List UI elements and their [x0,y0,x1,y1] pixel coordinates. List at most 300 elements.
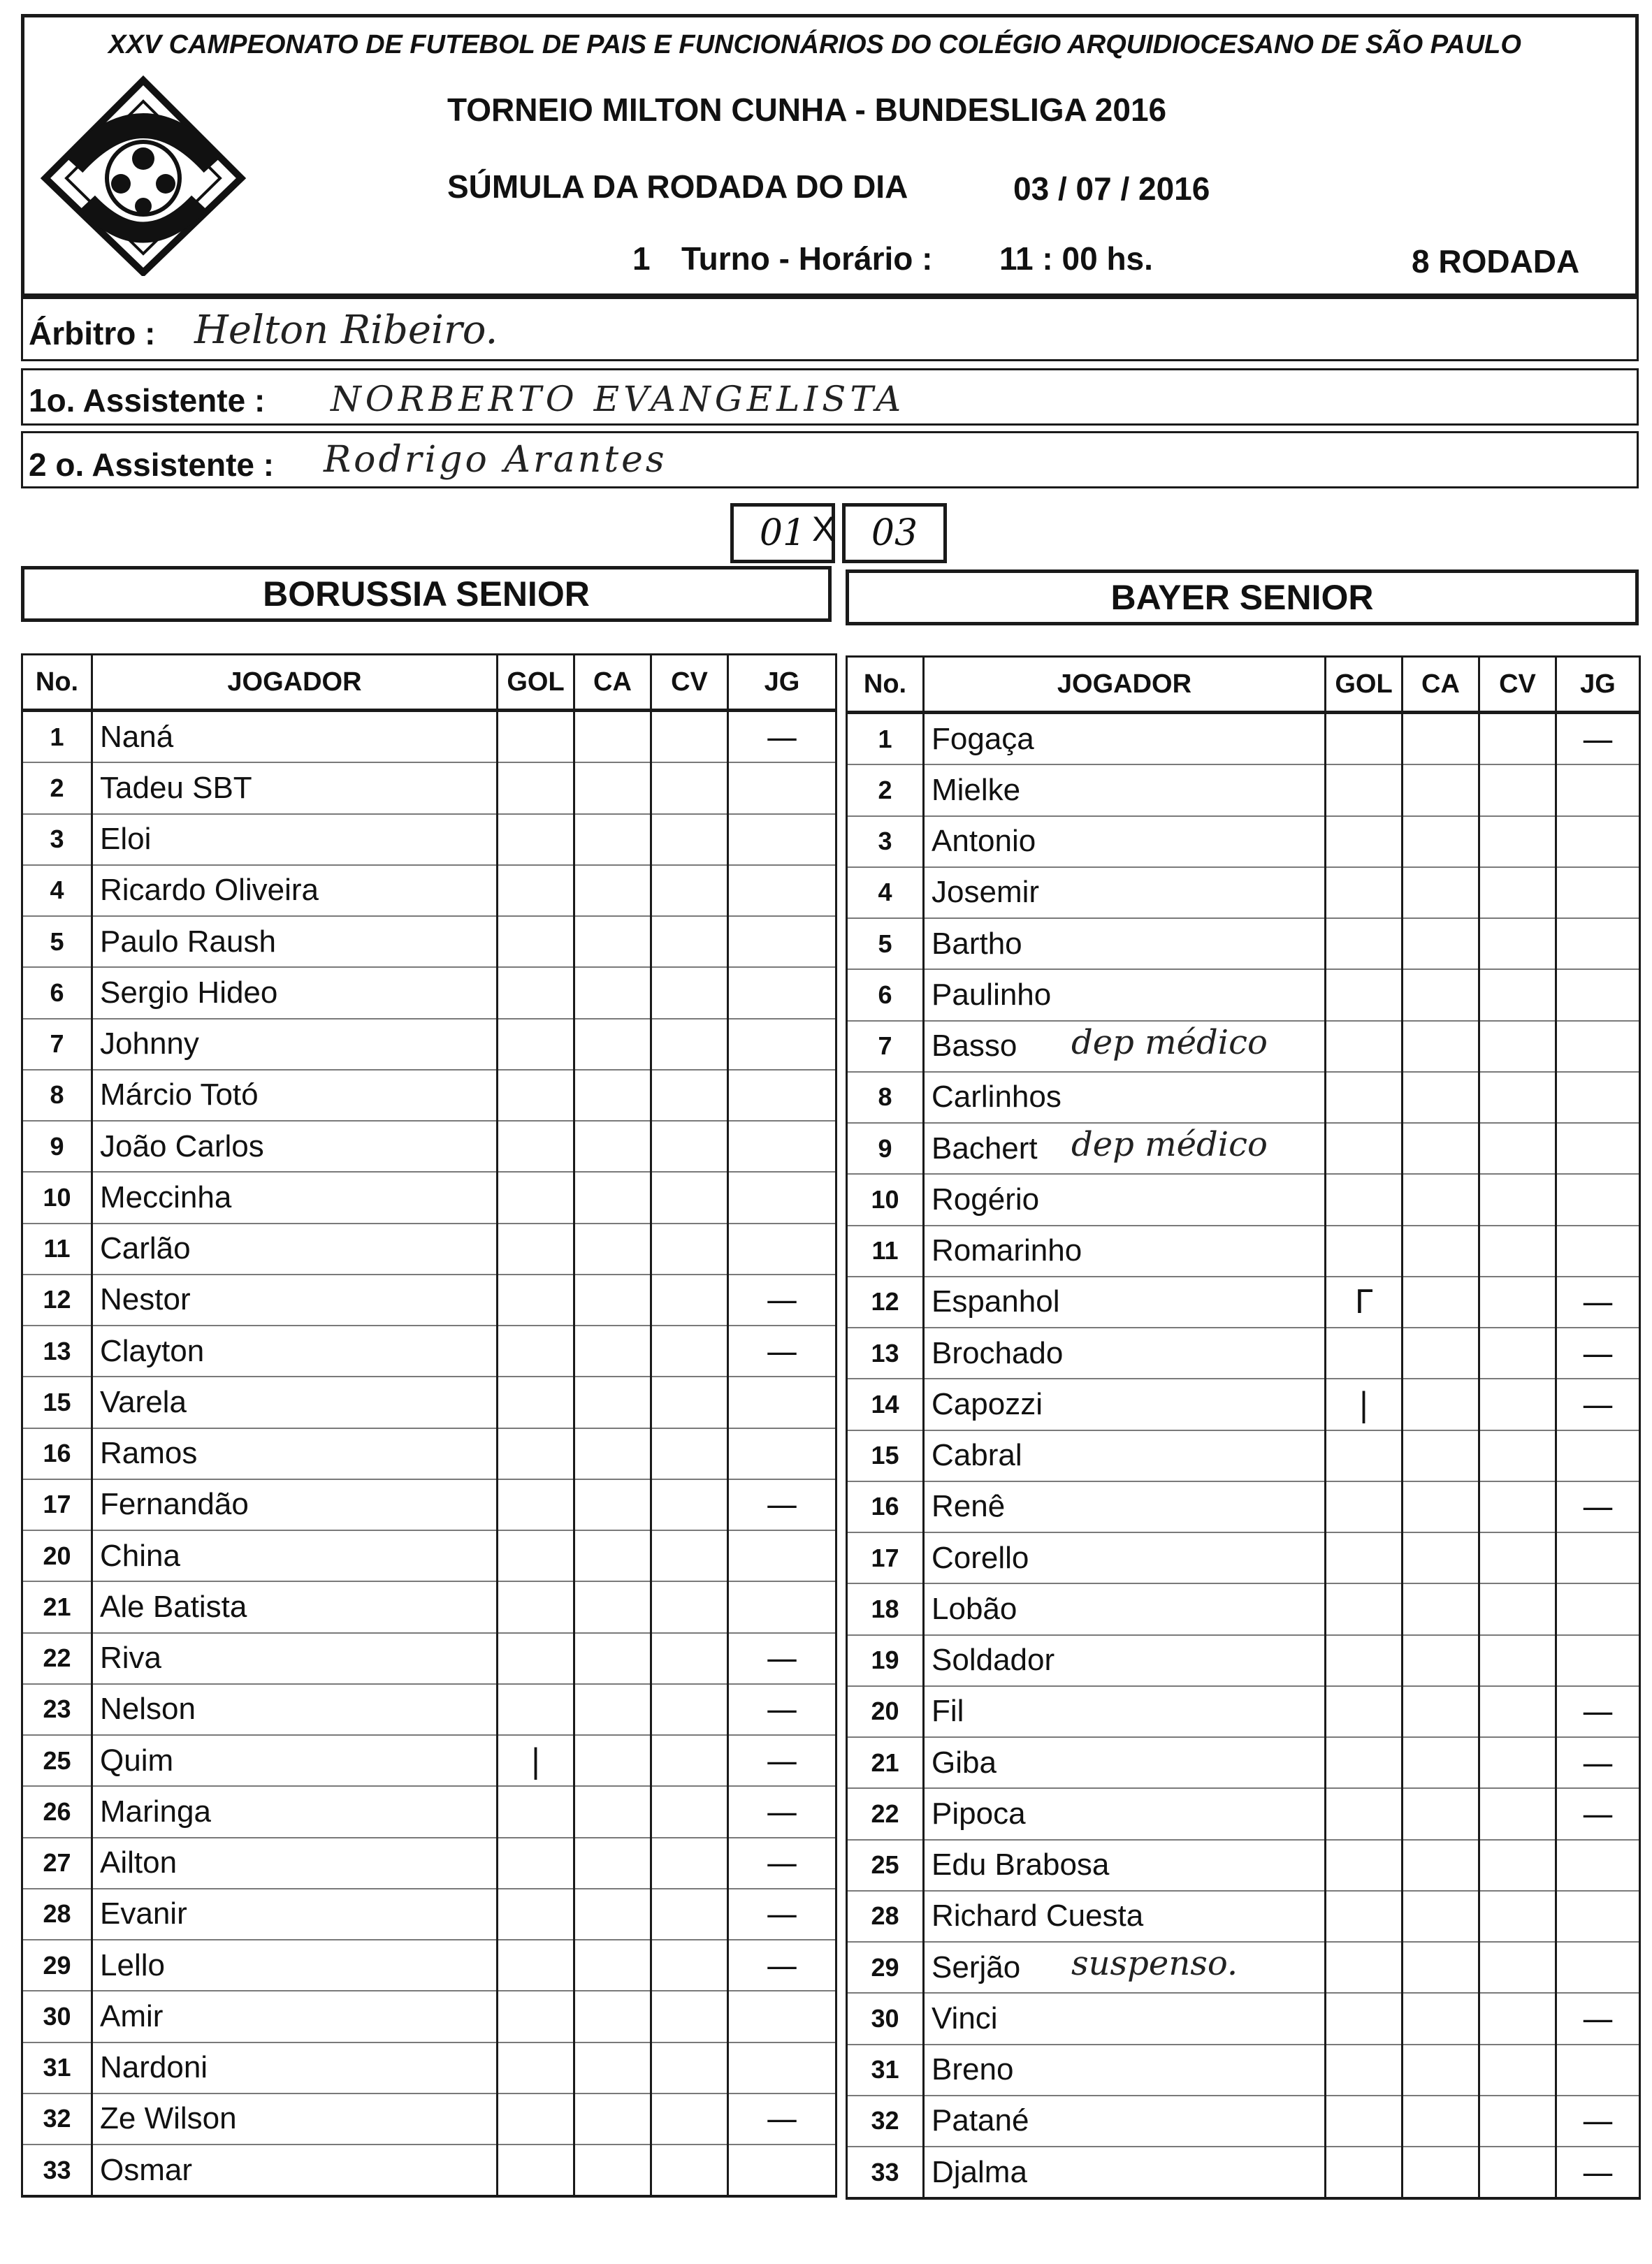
table-row [847,1583,1640,1634]
player-number: 2 [847,764,924,815]
player-number: 30 [847,1993,924,2044]
jg-cell [1556,969,1640,1020]
player-number: 27 [22,1838,92,1889]
player-name [924,867,1326,918]
col-ca: CA [574,655,651,711]
cv-cell [651,762,728,813]
cv-cell [651,1838,728,1889]
table-row [22,1172,836,1223]
cv-cell [1479,1226,1556,1277]
player-name-text: Carlão [100,1231,191,1266]
ca-cell [574,1479,651,1530]
player-name [924,1174,1326,1225]
player-name [92,916,498,967]
ca-cell [574,1019,651,1070]
cv-cell [1479,2147,1556,2198]
player-number: 28 [847,1891,924,1942]
jg-cell: — [728,1735,836,1786]
gol-cell [498,1070,574,1121]
player-name-text: Tadeu SBT [100,770,252,805]
player-number: 1 [847,713,924,765]
col-cv: CV [1479,657,1556,713]
player-name [92,1275,498,1326]
player-number: 26 [22,1786,92,1837]
player-number: 22 [847,1788,924,1839]
ca-cell [1403,918,1479,969]
gol-cell [1326,1891,1403,1942]
player-number: 21 [847,1737,924,1788]
gol-cell [1326,1481,1403,1532]
jg-cell [1556,1942,1640,1993]
player-name [92,1633,498,1684]
home-roster-table [21,653,837,2198]
player-name [92,1991,498,2042]
table-row [847,713,1640,765]
player-name [924,969,1326,1020]
player-name [924,2147,1326,2198]
player-number: 22 [22,1633,92,1684]
player-name-text: Nelson [100,1692,196,1727]
ca-cell [574,1940,651,1991]
table-row [847,1277,1640,1328]
player-name-text: Ze Wilson [100,2101,237,2136]
cv-cell [651,711,728,763]
player-name [92,1326,498,1377]
table-row [22,711,836,763]
cv-cell [1479,1737,1556,1788]
cv-cell [1479,1379,1556,1430]
jg-cell: — [1556,2147,1640,2198]
ca-cell [574,2145,651,2196]
player-name [924,1993,1326,2044]
cv-cell [651,1581,728,1632]
table-row [22,1633,836,1684]
jg-cell: — [1556,1686,1640,1737]
cv-cell [1479,1481,1556,1532]
player-name [92,1377,498,1428]
cv-cell [651,1889,728,1940]
jg-cell [728,2042,836,2094]
home-table-header [22,655,836,711]
player-number: 20 [22,1530,92,1581]
championship-title: XXV CAMPEONATO DE FUTEBOL DE PAIS E FUNCIONÁRIOS DO COLÉGIO ARQUIDIOCESANO DE SÃO PAULO [108,30,1521,59]
player-number: 33 [847,2147,924,2198]
table-row [847,1840,1640,1891]
cv-cell [651,1633,728,1684]
ca-cell [574,1786,651,1837]
col-jg: JG [1556,657,1640,713]
player-number: 2 [22,762,92,813]
player-name [92,1940,498,1991]
cv-cell [651,1275,728,1326]
player-number: 10 [22,1172,92,1223]
jg-cell [1556,1174,1640,1225]
gol-cell [498,1019,574,1070]
cv-cell [651,1479,728,1530]
table-row [847,1481,1640,1532]
player-number: 5 [847,918,924,969]
gol-cell [498,711,574,763]
player-name [924,764,1326,815]
ca-cell [1403,1430,1479,1481]
player-name-text: Clayton [100,1333,205,1368]
gol-cell [498,762,574,813]
sumula-label: SÚMULA DA RODADA DO DIA [447,168,908,205]
ca-cell [574,814,651,865]
player-name [924,1891,1326,1942]
player-name-text: Fil [932,1694,964,1729]
gol-cell [498,1377,574,1428]
player-name-text: Ale Batista [100,1589,247,1624]
home-team-name: BORUSSIA SENIOR [21,566,832,622]
player-name [92,1121,498,1172]
rodada-label: 8 RODADA [1412,243,1580,280]
cv-cell [1479,1686,1556,1737]
player-name-text: Richard Cuesta [932,1899,1144,1933]
ca-cell [1403,1635,1479,1686]
ca-cell [574,2042,651,2094]
player-name [924,2045,1326,2096]
player-name [924,1021,1326,1072]
gol-cell [1326,1174,1403,1225]
ca-cell [574,1581,651,1632]
player-name [92,865,498,916]
gol-cell [1326,1123,1403,1174]
handwritten-note: dep médico [1071,1125,1268,1164]
gol-cell [498,1889,574,1940]
jg-cell: — [728,1889,836,1940]
player-number: 33 [22,2145,92,2196]
ca-cell [1403,1583,1479,1634]
cv-cell [651,1735,728,1786]
jg-cell: — [728,1633,836,1684]
table-row [847,1686,1640,1737]
jg-cell [1556,1532,1640,1583]
player-name [92,814,498,865]
ca-cell [574,916,651,967]
player-number: 25 [22,1735,92,1786]
jg-cell [728,1581,836,1632]
gol-cell [498,967,574,1018]
gol-cell [498,1786,574,1837]
player-name-text: Ricardo Oliveira [100,873,319,908]
jg-cell: — [728,711,836,763]
cv-cell [1479,713,1556,765]
ca-cell [574,1224,651,1275]
player-name [924,713,1326,765]
gol-cell [498,1275,574,1326]
player-name [92,1735,498,1786]
cv-cell [1479,1021,1556,1072]
cv-cell [651,1224,728,1275]
ca-cell [574,1121,651,1172]
player-name [924,1277,1326,1328]
cv-cell [651,916,728,967]
gol-cell [498,2042,574,2094]
player-name-text: Basso [932,1029,1017,1064]
player-name [92,967,498,1018]
jg-cell: — [728,1684,836,1735]
cv-cell [1479,2096,1556,2147]
player-number: 32 [22,2094,92,2145]
player-number: 29 [22,1940,92,1991]
ca-cell [1403,1840,1479,1891]
player-name [924,1737,1326,1788]
jg-cell [1556,918,1640,969]
assistant1-row [21,368,1639,426]
gol-cell [1326,1737,1403,1788]
player-name-text: Ramos [100,1436,198,1471]
col-no: No. [847,657,924,713]
table-row [847,1635,1640,1686]
jg-cell [728,2145,836,2196]
cv-cell [1479,1072,1556,1123]
ca-cell [574,967,651,1018]
player-number: 15 [22,1377,92,1428]
player-name-text: Brochado [932,1335,1064,1370]
player-number: 10 [847,1174,924,1225]
ca-cell [574,1991,651,2042]
jg-cell [1556,1891,1640,1942]
player-name-text: Ailton [100,1845,177,1880]
jg-cell [728,967,836,1018]
table-row [847,1532,1640,1583]
gol-cell [1326,1583,1403,1634]
gol-cell [498,1479,574,1530]
cv-cell [1479,1174,1556,1225]
player-name-text: Espanhol [932,1284,1060,1319]
cv-cell [1479,1993,1556,2044]
ca-cell [574,1172,651,1223]
player-number: 9 [847,1123,924,1174]
player-name [924,1226,1326,1277]
gol-cell [1326,1686,1403,1737]
jg-cell [1556,867,1640,918]
ca-cell [1403,867,1479,918]
gol-cell [1326,2045,1403,2096]
gol-cell [498,2145,574,2196]
player-name-text: Rogério [932,1182,1040,1217]
table-row [22,1530,836,1581]
table-row [847,1942,1640,1993]
player-name [924,1430,1326,1481]
col-ca: CA [1403,657,1479,713]
player-name [92,1889,498,1940]
cv-cell [651,2145,728,2196]
col-no: No. [22,655,92,711]
player-number: 7 [22,1019,92,1070]
turno-label: Turno - Horário : [681,240,933,277]
gol-cell [498,1581,574,1632]
player-number: 8 [22,1070,92,1121]
gol-cell [498,1326,574,1377]
player-number: 19 [847,1635,924,1686]
player-name-text: Josemir [932,875,1040,910]
table-row [847,1021,1640,1072]
gol-cell [498,1633,574,1684]
player-number: 8 [847,1072,924,1123]
jg-cell [1556,764,1640,815]
cv-cell [651,1019,728,1070]
away-roster-table [846,655,1641,2200]
jg-cell [1556,1123,1640,1174]
ca-cell [1403,1737,1479,1788]
cv-cell [1479,1942,1556,1993]
jg-cell [1556,2045,1640,2096]
player-name-text: Mielke [932,772,1021,807]
table-row [22,916,836,967]
player-name-text: Corello [932,1540,1029,1575]
jg-cell: — [1556,1737,1640,1788]
gol-cell [498,1172,574,1223]
assistant2-value: Rodrigo Arantes [324,439,667,481]
ca-cell [1403,1174,1479,1225]
table-row [22,1121,836,1172]
col-gol: GOL [1326,657,1403,713]
table-row [22,762,836,813]
player-number: 23 [22,1684,92,1735]
gol-cell [498,1428,574,1479]
table-row [22,1224,836,1275]
player-number: 9 [22,1121,92,1172]
player-name [92,1070,498,1121]
player-name-text: Riva [100,1641,162,1676]
ca-cell [574,1530,651,1581]
player-name-text: Carlinhos [932,1080,1062,1115]
jg-cell [728,1428,836,1479]
jg-cell: — [1556,1481,1640,1532]
cv-cell [1479,1532,1556,1583]
cv-cell [651,1940,728,1991]
player-name-text: Lobão [932,1591,1017,1626]
score-separator: X [812,509,836,549]
player-name-text: Edu Brabosa [932,1848,1110,1882]
cv-cell [1479,1635,1556,1686]
jg-cell [728,1019,836,1070]
gol-cell [1326,764,1403,815]
ca-cell [1403,1072,1479,1123]
ca-cell [1403,1686,1479,1737]
player-name-text: Giba [932,1745,997,1780]
table-row [22,1326,836,1377]
player-number: 15 [847,1430,924,1481]
jg-cell: — [1556,1379,1640,1430]
tournament-name: TORNEIO MILTON CUNHA - BUNDESLIGA 2016 [447,92,1167,128]
assistant1-label: 1o. Assistente : [29,382,266,419]
cv-cell [651,1377,728,1428]
player-number: 11 [847,1226,924,1277]
gol-cell [1326,1021,1403,1072]
player-name-text: Romarinho [932,1233,1082,1268]
player-name [924,1635,1326,1686]
table-row [847,1328,1640,1379]
gol-cell [498,1684,574,1735]
table-row [847,1891,1640,1942]
arbitro-label: Árbitro : [29,315,156,351]
player-name-text: Quim [100,1743,174,1778]
player-name-text: Sergio Hideo [100,975,278,1010]
table-row [847,1993,1640,2044]
ca-cell [1403,1993,1479,2044]
table-row [847,1788,1640,1839]
table-row [847,816,1640,867]
jg-cell [1556,1583,1640,1634]
player-name [924,1072,1326,1123]
away-table-header [847,657,1640,713]
player-name-text: Renê [932,1489,1006,1524]
player-number: 29 [847,1942,924,1993]
player-name [924,1942,1326,1993]
player-number: 13 [847,1328,924,1379]
table-row [22,1581,836,1632]
player-number: 13 [22,1326,92,1377]
ca-cell [574,711,651,763]
player-name-text: Pipoca [932,1796,1026,1831]
gol-cell [1326,2096,1403,2147]
table-row [22,1991,836,2042]
player-name [92,1530,498,1581]
player-name-text: Lello [100,1947,165,1982]
player-name [92,1684,498,1735]
table-row [22,2042,836,2094]
cv-cell [651,1070,728,1121]
player-name [92,2094,498,2145]
player-number: 11 [22,1224,92,1275]
ca-cell [1403,1788,1479,1839]
cv-cell [1479,969,1556,1020]
player-number: 1 [22,711,92,763]
jg-cell [1556,1430,1640,1481]
player-name [92,762,498,813]
player-name-text: Bachert [932,1131,1038,1166]
turno-number: 1 [632,240,651,277]
player-name [924,1686,1326,1737]
player-name-text: Maringa [100,1794,211,1829]
ca-cell [574,1838,651,1889]
jg-cell: — [728,1786,836,1837]
player-name [924,2096,1326,2147]
col-player: JOGADOR [92,655,498,711]
player-name [92,1172,498,1223]
player-name [92,1019,498,1070]
player-number: 5 [22,916,92,967]
cv-cell [1479,1840,1556,1891]
table-row [847,1430,1640,1481]
table-row [847,1072,1640,1123]
ca-cell [574,2094,651,2145]
table-row [22,1889,836,1940]
cv-cell [1479,1430,1556,1481]
gol-cell [1326,1993,1403,2044]
table-row [22,1479,836,1530]
gol-cell [1326,1840,1403,1891]
player-name [92,1786,498,1837]
ca-cell [574,1684,651,1735]
ca-cell [574,1275,651,1326]
player-name [924,1840,1326,1891]
table-row [22,1019,836,1070]
player-number: 7 [847,1021,924,1072]
gol-cell [1326,1226,1403,1277]
player-name-text: Antonio [932,824,1036,859]
cv-cell [1479,1277,1556,1328]
jg-cell [728,1121,836,1172]
table-row [847,918,1640,969]
player-name [924,918,1326,969]
jg-cell [728,1991,836,2042]
player-number: 31 [22,2042,92,2094]
table-row [22,1275,836,1326]
